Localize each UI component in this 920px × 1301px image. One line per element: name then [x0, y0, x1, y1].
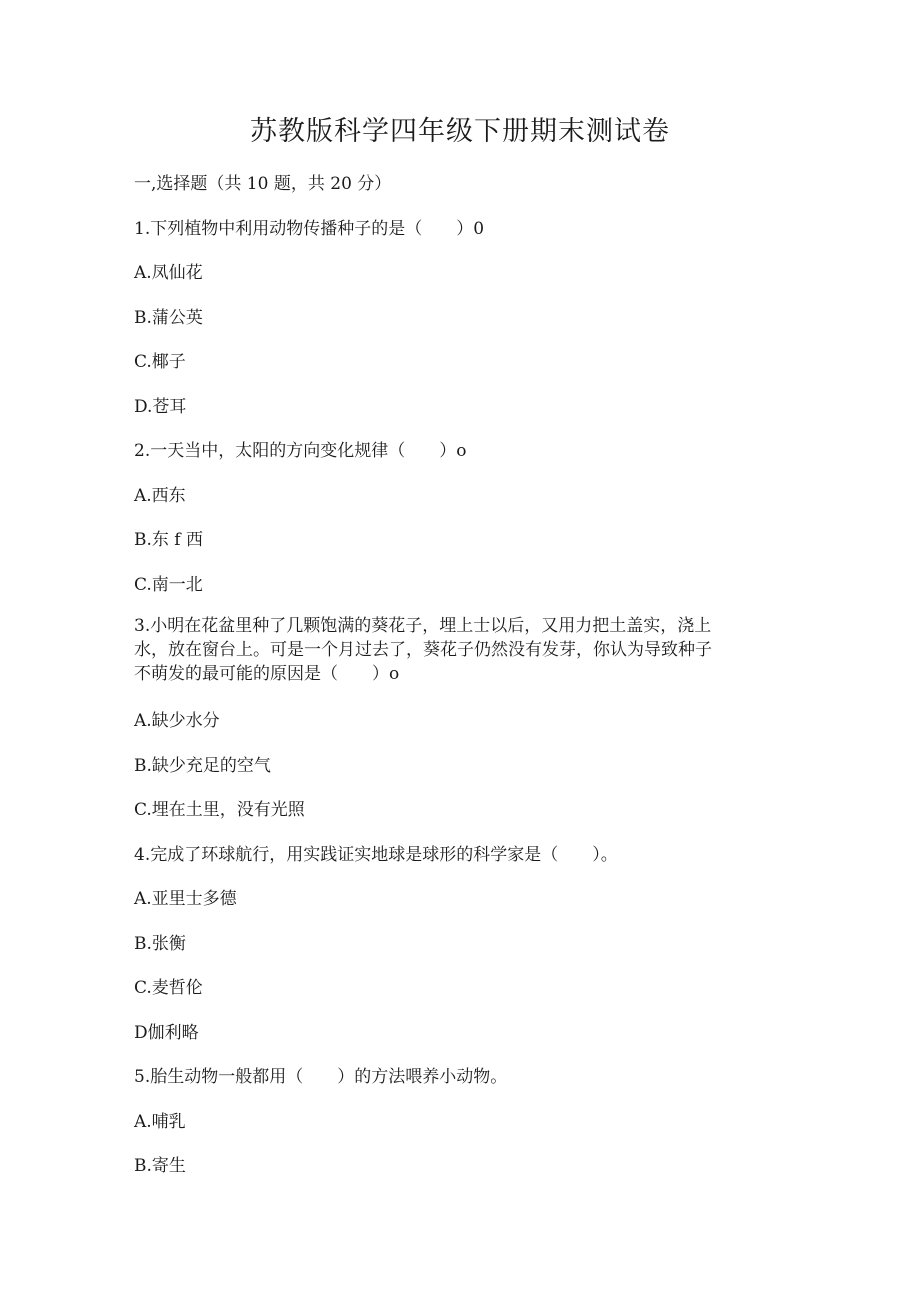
question-2-option-a: A.西东 [134, 486, 186, 506]
question-3-stem-line-2: 水，放在窗台上。可是一个月过去了，葵花子仍然没有发芽，你认为导致种子 [134, 640, 712, 660]
section-heading: 一,选择题（共 10 题，共 20 分） [134, 174, 392, 194]
question-3-stem-line-3: 不萌发的最可能的原因是（ ）o [134, 664, 400, 684]
question-1-option-b: B.蒲公英 [134, 308, 203, 328]
question-2-option-b: B.东 f 西 [134, 530, 203, 550]
question-3-option-b: B.缺少充足的空气 [134, 756, 271, 776]
question-4-option-b: B.张衡 [134, 934, 186, 954]
question-3-option-a: A.缺少水分 [134, 711, 220, 731]
question-4-stem: 4.完成了环球航行，用实践证实地球是球形的科学家是（ ）。 [134, 845, 618, 865]
question-4-option-c: C.麦哲伦 [134, 978, 203, 998]
question-2-stem: 2.一天当中，太阳的方向变化规律（ ）o [134, 441, 467, 461]
question-1-option-d: D.苍耳 [134, 397, 187, 417]
question-2-option-c: C.南一北 [134, 575, 203, 595]
question-1-option-c: C.椰子 [134, 352, 186, 372]
question-5-option-b: B.寄生 [134, 1156, 186, 1176]
question-5-stem: 5.胎生动物一般都用（ ）的方法喂养小动物。 [134, 1067, 508, 1087]
question-1-stem: 1.下列植物中利用动物传播种子的是（ ）0 [134, 219, 485, 239]
page-title: 苏教版科学四年级下册期末测试卷 [250, 116, 670, 147]
question-3-option-c: C.埋在土里，没有光照 [134, 800, 305, 820]
question-3-stem-line-1: 3.小明在花盆里种了几颗饱满的葵花子，埋上士以后，又用力把土盖实，浇上 [134, 616, 712, 636]
question-3-stem [134, 614, 784, 686]
question-1-option-a: A.凤仙花 [134, 263, 203, 283]
question-5-option-a: A.哺乳 [134, 1112, 186, 1132]
question-4-option-a: A.亚里士多德 [134, 889, 237, 909]
question-4-option-d: D伽利略 [134, 1023, 199, 1043]
